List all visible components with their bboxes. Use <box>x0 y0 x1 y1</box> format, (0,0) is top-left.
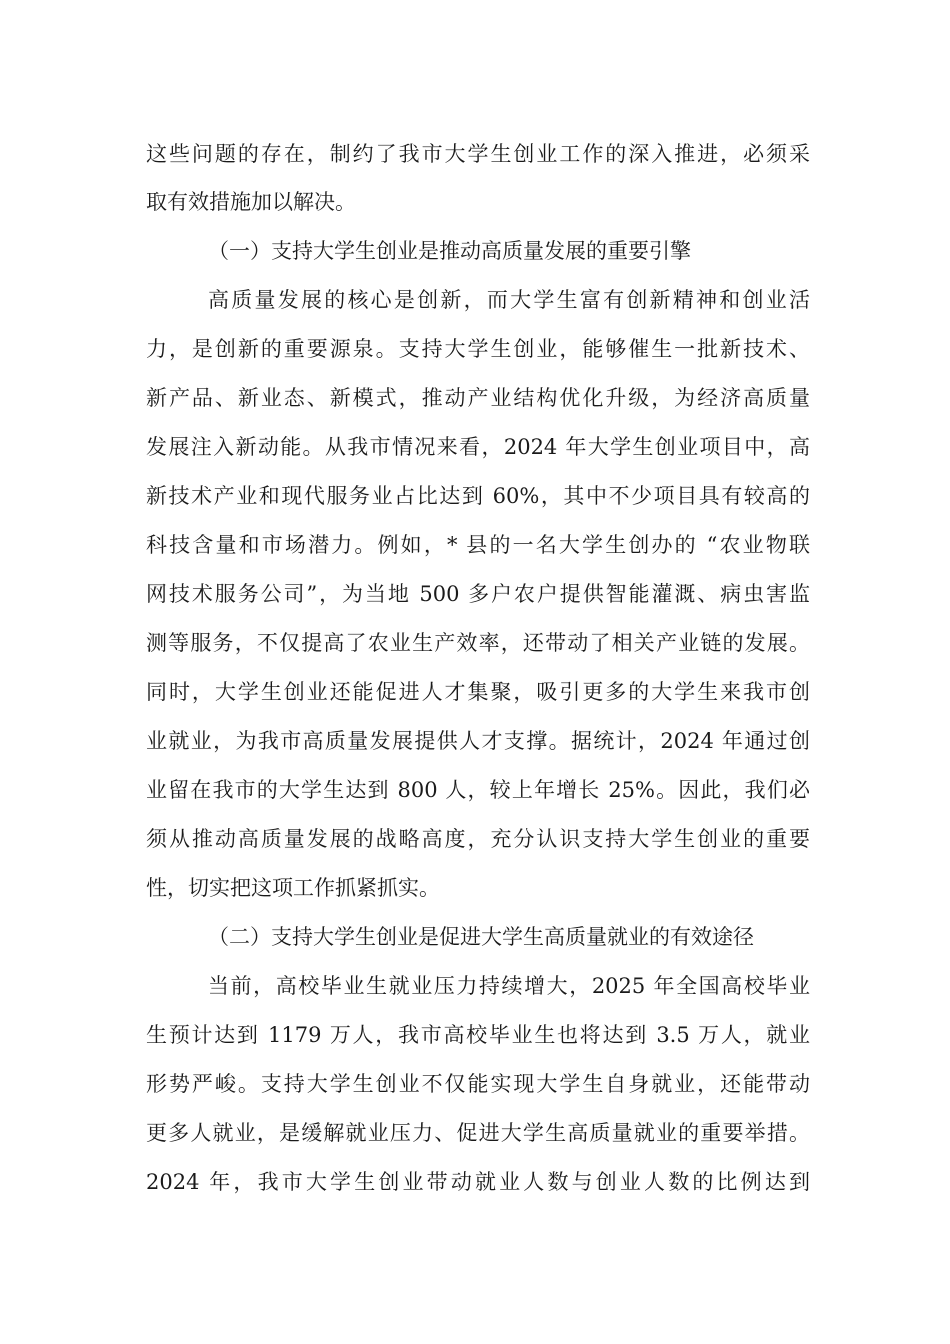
paragraph-line: 当前，高校毕业生就业压力持续增大，2025 年全国高校毕业 <box>208 974 810 998</box>
paragraph-line: 新产品、新业态、新模式，推动产业结构优化升级，为经济高质量 <box>146 386 810 410</box>
paragraph-line: 发展注入新动能。从我市情况来看，2024 年大学生创业项目中，高 <box>146 435 810 459</box>
paragraph-line: 取有效措施加以解决。 <box>146 190 356 214</box>
paragraph-line: 2024 年，我市大学生创业带动就业人数与创业人数的比例达到 <box>146 1170 810 1194</box>
paragraph-line: 高质量发展的核心是创新，而大学生富有创新精神和创业活 <box>208 288 810 312</box>
section-heading-2: （二）支持大学生创业是促进大学生高质量就业的有效途径 <box>208 925 754 949</box>
paragraph-line: 性，切实把这项工作抓紧抓实。 <box>146 876 440 900</box>
paragraph-line: 业就业，为我市高质量发展提供人才支撑。据统计，2024 年通过创 <box>146 729 810 753</box>
paragraph-line: 这些问题的存在，制约了我市大学生创业工作的深入推进，必须采 <box>146 142 810 166</box>
paragraph-line: 新技术产业和现代服务业占比达到 60%，其中不少项目具有较高的 <box>146 484 810 508</box>
section-heading-1: （一）支持大学生创业是推动高质量发展的重要引擎 <box>208 239 691 263</box>
paragraph-line: 更多人就业，是缓解就业压力、促进大学生高质量就业的重要举措。 <box>146 1121 810 1145</box>
paragraph-line: 须从推动高质量发展的战略高度，充分认识支持大学生创业的重要 <box>146 827 810 851</box>
paragraph-line: 测等服务，不仅提高了农业生产效率，还带动了相关产业链的发展。 <box>146 631 810 655</box>
paragraph-line: 生预计达到 1179 万人，我市高校毕业生也将达到 3.5 万人，就业 <box>146 1023 810 1047</box>
paragraph-line: 业留在我市的大学生达到 800 人，较上年增长 25%。因此，我们必 <box>146 778 810 802</box>
paragraph-line: 同时，大学生创业还能促进人才集聚，吸引更多的大学生来我市创 <box>146 680 810 704</box>
paragraph-line: 力，是创新的重要源泉。支持大学生创业，能够催生一批新技术、 <box>146 337 810 361</box>
paragraph-line: 网技术服务公司”，为当地 500 多户农户提供智能灌溉、病虫害监 <box>146 582 810 606</box>
paragraph-line: 科技含量和市场潜力。例如，* 县的一名大学生创办的 “农业物联 <box>146 533 810 557</box>
paragraph-line: 形势严峻。支持大学生创业不仅能实现大学生自身就业，还能带动 <box>146 1072 810 1096</box>
